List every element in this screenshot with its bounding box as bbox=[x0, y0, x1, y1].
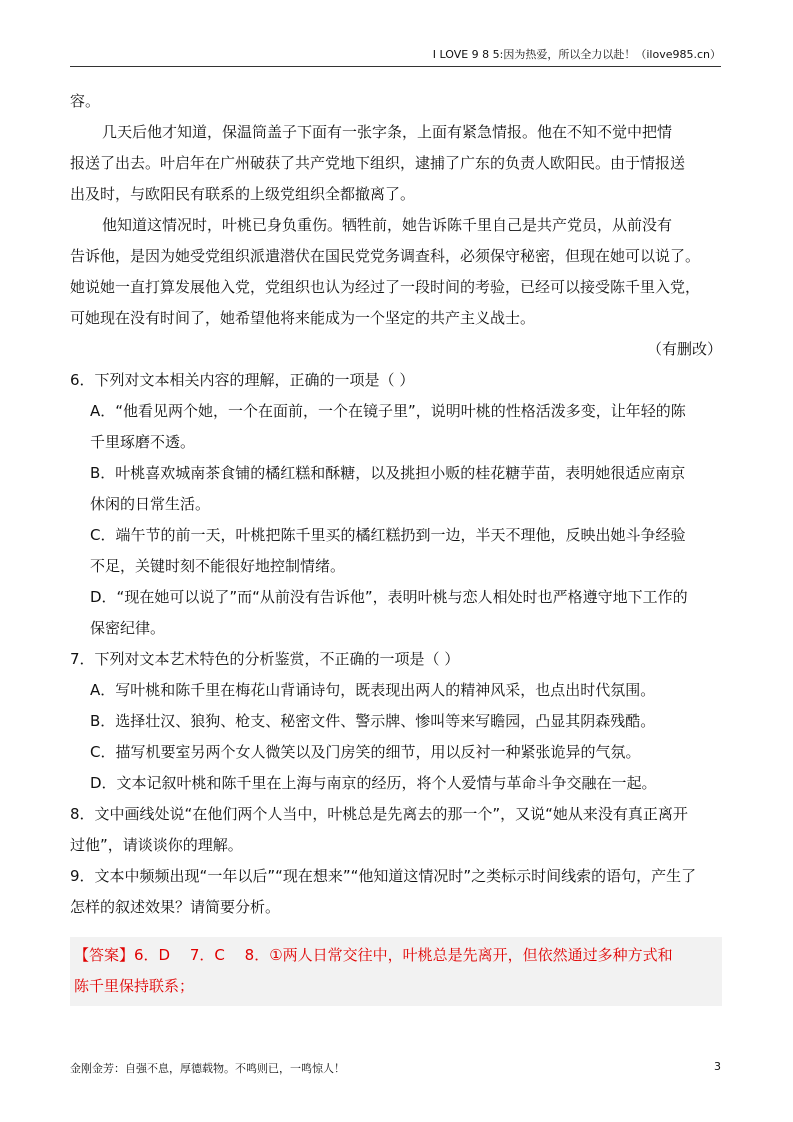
option-a: A．写叶桃和陈千里在梅花山背诵诗句，既表现出两人的精神风采，也点出时代氛围。 bbox=[90, 681, 656, 699]
option-a-cont: 千里琢磨不透。 bbox=[90, 433, 196, 451]
question-stem: 9．文本中频频出现“一年以后”“现在想来”“他知道这情况时”之类标示时间线索的语句，产生了 bbox=[70, 867, 697, 885]
answer-line: 【答案】6．D 7．C 8．①两人日常交往中，叶桃总是先离开，但依然通过多种方式和 bbox=[74, 946, 673, 964]
option-b: B．叶桃喜欢城南茶食铺的橘红糕和酥糖，以及挑担小贩的桂花糖芋苗，表明她很适应南京 bbox=[90, 464, 686, 482]
passage-line: 她说她一直打算发展他入党，党组织也认为经过了一段时间的考验，已经可以接受陈千里入党， bbox=[70, 278, 701, 296]
page-header bbox=[70, 48, 721, 67]
question-8 bbox=[70, 799, 722, 861]
page-content bbox=[70, 86, 722, 1006]
passage-line: 告诉他，是因为她受党组织派遣潜伏在国民党党务调查科，必须保守秘密，但现在她可以说了。 bbox=[70, 247, 701, 265]
passage-line: 可她现在没有时间了，她希望他将来能成为一个坚定的共产主义战士。 bbox=[70, 309, 536, 327]
option-d-cont: 保密纪律。 bbox=[90, 619, 166, 637]
passage-line: 容。 bbox=[70, 92, 101, 110]
option-d: D．文本记叙叶桃和陈千里在上海与南京的经历，将个人爱情与革命斗争交融在一起。 bbox=[90, 774, 657, 792]
question-7 bbox=[70, 644, 722, 799]
question-stem-cont: 过他”，请谈谈你的理解。 bbox=[70, 836, 243, 854]
question-stem: 7．下列对文本艺术特色的分析鉴赏，不正确的一项是（ ） bbox=[70, 650, 460, 668]
question-6 bbox=[70, 365, 722, 644]
option-b: B．选择壮汉、狼狗、枪支、秘密文件、警示牌、惨叫等来写瞻园，凸显其阴森残酷。 bbox=[90, 712, 656, 730]
question-stem: 8．文中画线处说“在他们两个人当中，叶桃总是先离去的那一个”，又说“她从来没有真正离开 bbox=[70, 805, 688, 823]
question-9 bbox=[70, 861, 722, 923]
answer-box bbox=[70, 937, 722, 1006]
option-c: C．描写机要室另两个女人微笑以及门房笑的细节，用以反衬一种紧张诡异的气氛。 bbox=[90, 743, 641, 761]
answer-line: 陈千里保持联系； bbox=[74, 977, 195, 995]
option-c-cont: 不足，关键时刻不能很好地控制情绪。 bbox=[90, 557, 346, 575]
passage bbox=[70, 86, 722, 365]
option-a: A．“他看见两个她，一个在面前，一个在镜子里”，说明叶桃的性格活泼多变，让年轻的陈 bbox=[90, 402, 686, 420]
footer-motto: 金刚金芳：自强不息，厚德载物。不鸣则已，一鸣惊人！ bbox=[70, 1062, 345, 1075]
header-text: I LOVE 9 8 5:因为热爱，所以全力以赴！（ilove985.cn） bbox=[432, 48, 721, 61]
question-stem-cont: 怎样的叙述效果？请简要分析。 bbox=[70, 898, 281, 916]
option-c: C．端午节的前一天，叶桃把陈千里买的橘红糕扔到一边，半天不理他，反映出她斗争经验 bbox=[90, 526, 686, 544]
option-b-cont: 休闲的日常生活。 bbox=[90, 495, 211, 513]
question-stem: 6．下列对文本相关内容的理解，正确的一项是（ ） bbox=[70, 371, 415, 389]
passage-line: 报送了出去。叶启年在广州破获了共产党地下组织，逮捕了广东的负责人欧阳民。由于情报送 bbox=[70, 154, 686, 172]
page-number: 3 bbox=[714, 1060, 721, 1073]
option-d: D．“现在她可以说了”而“从前没有告诉他”，表明叶桃与恋人相处时也严格遵守地下工作的 bbox=[90, 588, 688, 606]
passage-line: 出及时，与欧阳民有联系的上级党组织全都撤离了。 bbox=[70, 185, 416, 203]
passage-note: （有删改） bbox=[646, 340, 722, 358]
passage-line: 几天后他才知道，保温筒盖子下面有一张字条，上面有紧急情报。他在不知不觉中把情 bbox=[102, 123, 673, 141]
passage-line: 他知道这情况时，叶桃已身负重伤。牺牲前，她告诉陈千里自己是共产党员，从前没有 bbox=[102, 216, 673, 234]
